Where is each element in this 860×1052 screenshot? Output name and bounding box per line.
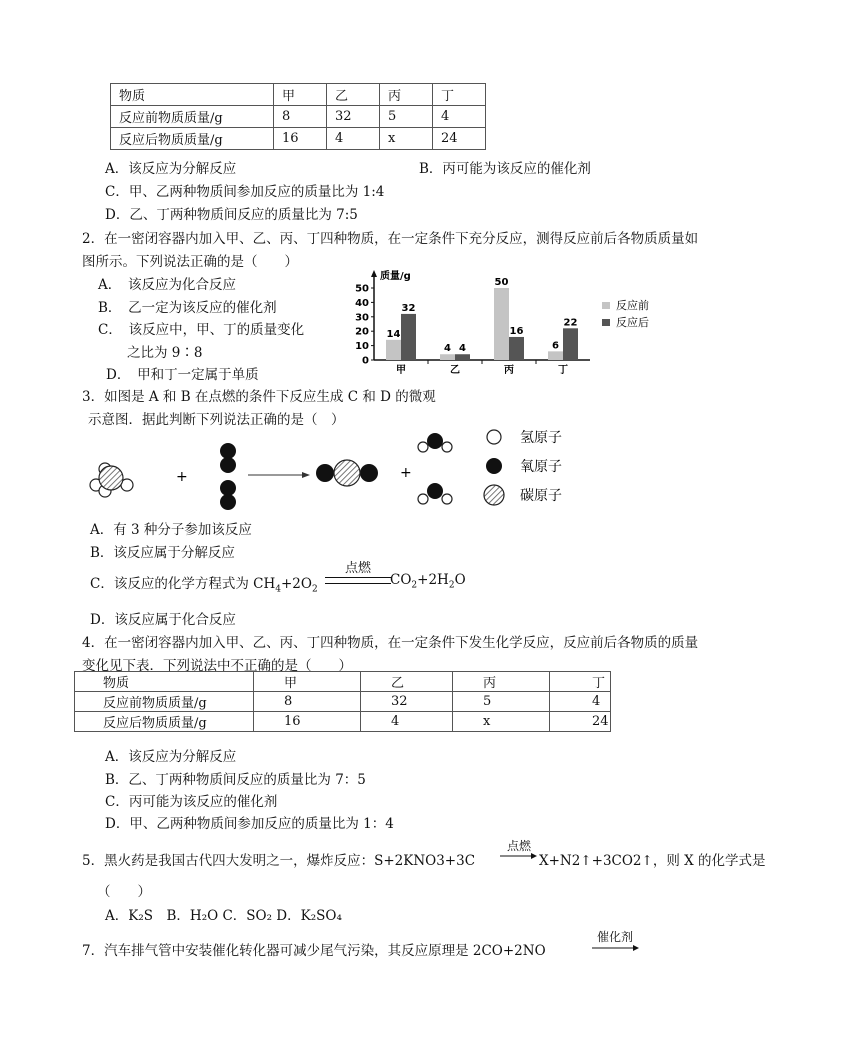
atom-legend xyxy=(484,430,562,505)
water-molecule-top xyxy=(418,433,452,452)
table-cell: 16 xyxy=(254,712,361,732)
bar-value-label: 22 xyxy=(563,317,578,329)
q4-stem-line2: 变化见下表．下列说法中不正确的是（ ） xyxy=(82,658,352,674)
q7-arrow xyxy=(592,944,640,952)
q3-option-d: D．该反应属于化合反应 xyxy=(90,612,236,628)
table-cell: 乙 xyxy=(361,672,453,692)
water-molecule-bottom xyxy=(418,483,452,504)
q4-option-d: D．甲、乙两种物质间参加反应的质量比为 1：4 xyxy=(105,816,394,832)
table-cell: 反应后物质质量/g xyxy=(111,128,274,150)
legend-label: 反应后 xyxy=(616,316,649,329)
equals-sign xyxy=(325,577,391,584)
equation-right-o: O xyxy=(454,572,466,588)
bar xyxy=(509,337,524,360)
y-axis-label: 质量/g xyxy=(380,271,411,282)
table-cell: 4 xyxy=(327,128,380,150)
table-cell: 4 xyxy=(361,712,453,732)
q5-stem-left: 5．黑火药是我国古代四大发明之一，爆炸反应：S+2KNO3+3C xyxy=(82,853,476,869)
q3-stem-line1: 3．如图是 A 和 B 在点燃的条件下反应生成 C 和 D 的微观 xyxy=(82,389,436,405)
q2-option-c-line2: 之比为 9∶8 xyxy=(127,345,203,361)
equation-right-h: +2H xyxy=(417,572,449,588)
bar-value-label: 6 xyxy=(552,340,559,352)
x-tick-label: 丁 xyxy=(558,365,568,376)
equation-left-prefix: C．该反应的化学方程式为 CH xyxy=(90,576,276,592)
y-tick-label: 20 xyxy=(355,326,369,338)
oxygen-legend-icon xyxy=(486,458,502,474)
carbon-legend-icon xyxy=(484,485,504,505)
y-tick-label: 40 xyxy=(355,297,369,309)
table-row xyxy=(111,84,486,106)
y-tick-label: 0 xyxy=(362,355,369,367)
bar xyxy=(386,340,401,360)
table-cell: 丙 xyxy=(380,84,433,106)
q3-option-a: A．有 3 种分子参加该反应 xyxy=(90,522,252,538)
q4-stem-line1: 4．在一密闭容器内加入甲、乙、丙、丁四种物质，在一定条件下发生化学反应，反应前后各物质的质量 xyxy=(82,635,699,651)
bar xyxy=(563,328,578,360)
plus-sign-1: + xyxy=(176,469,188,485)
bar-value-label: 4 xyxy=(459,343,466,355)
table-cell: 16 xyxy=(274,128,327,150)
y-tick-label: 50 xyxy=(355,283,369,295)
table-cell: 32 xyxy=(327,106,380,128)
table-cell: 4 xyxy=(550,692,611,712)
q1-option-a: A．该反应为分解反应 xyxy=(105,161,237,177)
q4-option-a: A．该反应为分解反应 xyxy=(105,749,237,765)
equation-sub: 4 xyxy=(275,584,281,595)
table-2 xyxy=(74,671,611,732)
table-cell: 反应后物质质量/g xyxy=(75,712,254,732)
table-cell: x xyxy=(380,128,433,150)
table-cell: 丙 xyxy=(453,672,550,692)
bar xyxy=(401,314,416,360)
equation-left-mid: +2O xyxy=(280,576,312,592)
table-cell: 5 xyxy=(453,692,550,712)
legend-swatch xyxy=(602,319,610,326)
bar-value-label: 32 xyxy=(401,302,416,314)
bar-value-label: 4 xyxy=(444,343,451,355)
table-cell: 8 xyxy=(254,692,361,712)
table-cell: x xyxy=(453,712,550,732)
table-cell: 5 xyxy=(380,106,433,128)
carbon-legend-label: 碳原子 xyxy=(520,488,562,504)
table-1 xyxy=(110,83,486,150)
q1-option-d: D．乙、丁两种物质间反应的质量比为 7:5 xyxy=(105,207,358,223)
bar-value-label: 14 xyxy=(386,328,401,340)
table-cell: 32 xyxy=(361,692,453,712)
legend-label: 反应前 xyxy=(616,299,649,312)
q2-option-d: D． 甲和丁一定属于单质 xyxy=(106,367,259,383)
q5-answer-paren: （ ） xyxy=(97,884,151,900)
hydrogen-legend-label: 氢原子 xyxy=(520,430,562,446)
co2-molecule xyxy=(316,460,378,486)
table-cell: 物质 xyxy=(111,84,274,106)
y-tick-label: 10 xyxy=(355,341,369,353)
q2-option-a: A． 该反应为化合反应 xyxy=(98,277,236,293)
equation-sub: 2 xyxy=(411,580,418,591)
legend-swatch xyxy=(602,302,610,309)
bar xyxy=(548,351,563,360)
x-tick-label: 乙 xyxy=(450,365,460,376)
reaction-molecule-diagram xyxy=(80,425,600,515)
equation-sub: 2 xyxy=(448,580,455,591)
table-row xyxy=(75,692,611,712)
q2-stem-line2: 图所示。下列说法正确的是（ ） xyxy=(82,254,298,270)
q5-stem-right: X+N2↑+3CO2↑，则 X 的化学式是 xyxy=(539,853,766,869)
table-row xyxy=(75,672,611,692)
q2-option-b: B． 乙一定为该反应的催化剂 xyxy=(98,300,277,316)
table-row xyxy=(75,712,611,732)
bar xyxy=(440,354,455,360)
oxygen-molecules xyxy=(220,443,236,510)
oxygen-legend-label: 氧原子 xyxy=(520,459,562,475)
table-cell: 甲 xyxy=(274,84,327,106)
q7-condition: 催化剂 xyxy=(596,930,633,944)
q1-option-c: C．甲、乙两种物质间参加反应的质量比为 1:4 xyxy=(105,184,385,200)
equation-right-co: CO xyxy=(390,572,412,588)
table-cell: 物质 xyxy=(75,672,254,692)
y-tick-label: 30 xyxy=(355,312,369,324)
table-cell: 24 xyxy=(550,712,611,732)
q5-options: A．K₂S B．H₂O C．SO₂ D．K₂SO₄ xyxy=(105,908,342,924)
q7-stem: 7．汽车排气管中安装催化转化器可减少尾气污染，其反应原理是 2CO+2NO xyxy=(82,943,546,959)
q2-stem-line1: 2．在一密闭容器内加入甲、乙、丙、丁四种物质，在一定条件下充分反应，测得反应前后各物质质量如 xyxy=(82,231,699,247)
reaction-arrow xyxy=(248,472,310,478)
q4-option-b: B．乙、丁两种物质间反应的质量比为 7：5 xyxy=(105,772,366,788)
table-cell: 甲 xyxy=(254,672,361,692)
bar-value-label: 16 xyxy=(509,325,524,337)
table-cell: 4 xyxy=(433,106,486,128)
methane-molecule xyxy=(90,463,133,497)
table-cell: 乙 xyxy=(327,84,380,106)
hydrogen-legend-icon xyxy=(487,430,501,444)
q2-option-c-line1: C． 该反应中，甲、丁的质量变化 xyxy=(98,322,305,338)
table-row xyxy=(111,106,486,128)
q3-stem-line2: 示意图．据此判断下列说法正确的是（ ） xyxy=(88,412,345,428)
table-cell: 8 xyxy=(274,106,327,128)
table-cell: 丁 xyxy=(550,672,611,692)
table-row xyxy=(111,128,486,150)
x-tick-label: 丙 xyxy=(504,365,514,376)
bar-value-label: 50 xyxy=(494,277,509,288)
q4-option-c: C．丙可能为该反应的催化剂 xyxy=(105,794,278,810)
equation-sub: 2 xyxy=(311,584,318,595)
bar xyxy=(494,288,509,360)
q3-option-b: B．该反应属于分解反应 xyxy=(90,545,235,561)
q3-equation-right xyxy=(390,572,466,591)
q1-option-b: B．丙可能为该反应的催化剂 xyxy=(419,161,591,177)
x-tick-label: 甲 xyxy=(396,365,406,376)
q5-condition: 点燃 xyxy=(506,839,531,853)
mass-bar-chart xyxy=(340,265,675,380)
table-cell: 反应前物质质量/g xyxy=(111,106,274,128)
table-cell: 24 xyxy=(433,128,486,150)
plus-sign-2: + xyxy=(400,465,412,481)
q5-arrow xyxy=(500,852,538,860)
table-cell: 反应前物质质量/g xyxy=(75,692,254,712)
table-cell: 丁 xyxy=(433,84,486,106)
y-axis-arrow xyxy=(371,270,377,277)
equation-condition: 点燃 xyxy=(344,561,371,576)
bar xyxy=(455,354,470,360)
q3-option-c xyxy=(90,572,318,595)
